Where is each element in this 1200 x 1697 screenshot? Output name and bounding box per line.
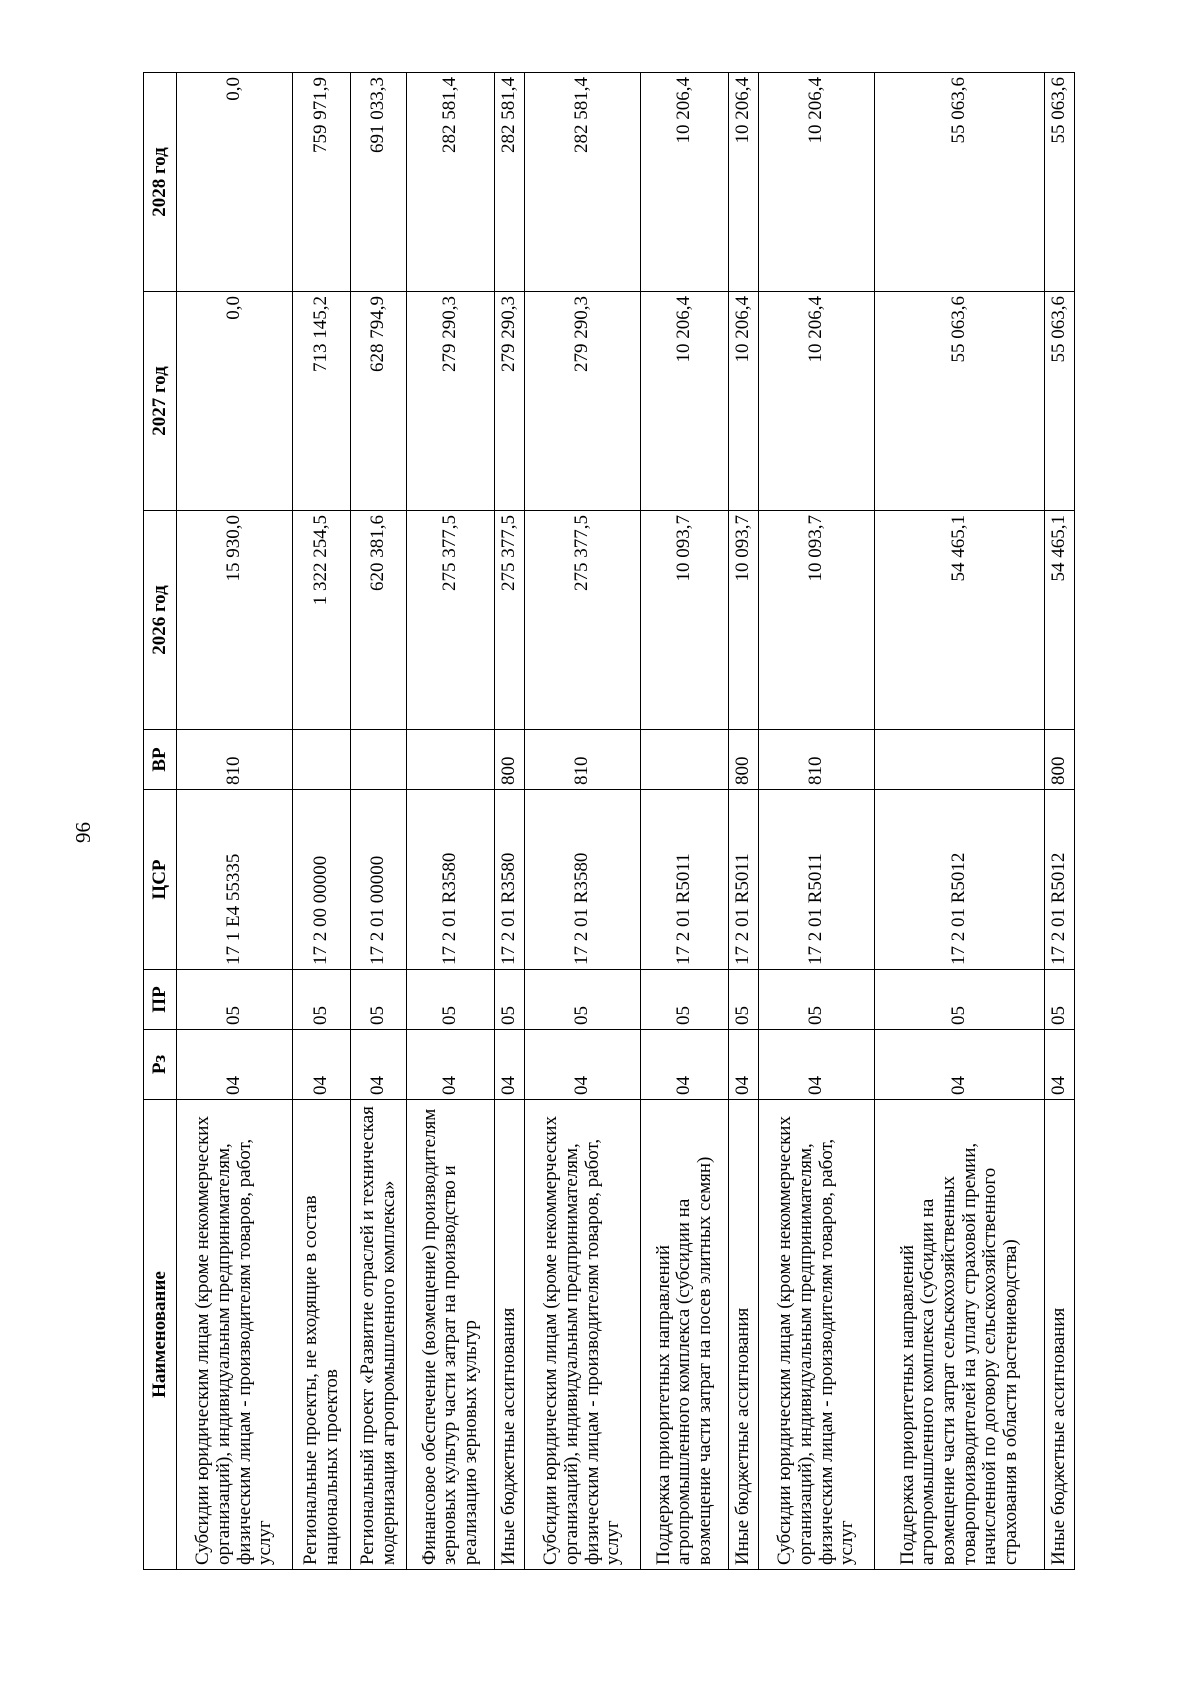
cell-2028: 691 033,3 <box>351 73 407 292</box>
table-row <box>495 73 525 1570</box>
cell-name: Иные бюджетные ассигнования <box>729 1100 759 1570</box>
cell-csr: 17 1 E4 55335 <box>177 790 293 970</box>
cell-vr <box>351 730 407 790</box>
header-pr: ПР <box>144 970 177 1030</box>
cell-pr: 05 <box>177 970 293 1030</box>
cell-2027: 279 290,3 <box>495 292 525 511</box>
cell-pr: 05 <box>875 970 1045 1030</box>
cell-name: Поддержка приоритетных направлений агропромышленного комплекса (субсидии на возмещение части затрат на посев элитных семян) <box>641 1100 729 1570</box>
cell-rz: 04 <box>729 1030 759 1100</box>
cell-2027: 10 206,4 <box>759 292 875 511</box>
table-row <box>875 73 1045 1570</box>
cell-2026: 54 465,1 <box>1045 511 1075 730</box>
cell-2027: 279 290,3 <box>525 292 641 511</box>
cell-2028: 282 581,4 <box>495 73 525 292</box>
table-row <box>177 73 293 1570</box>
cell-vr: 800 <box>1045 730 1075 790</box>
cell-csr: 17 2 01 R5012 <box>875 790 1045 970</box>
cell-vr <box>641 730 729 790</box>
cell-rz: 04 <box>759 1030 875 1100</box>
cell-pr: 05 <box>407 970 495 1030</box>
cell-name: Поддержка приоритетных направлений агропромышленного комплекса (субсидии на возмещение части затрат сельскохозяйственных товаропроизводителей на уплату страховой премии, начисленной по договору сельскохозяйственного страхования в области растениеводства) <box>875 1100 1045 1570</box>
cell-2028: 10 206,4 <box>729 73 759 292</box>
cell-pr: 05 <box>641 970 729 1030</box>
cell-2026: 15 930,0 <box>177 511 293 730</box>
cell-csr: 17 2 00 00000 <box>293 790 351 970</box>
header-csr: ЦСР <box>144 790 177 970</box>
cell-rz: 04 <box>495 1030 525 1100</box>
cell-2026: 54 465,1 <box>875 511 1045 730</box>
header-vr: ВР <box>144 730 177 790</box>
table-row <box>525 73 641 1570</box>
cell-vr: 800 <box>729 730 759 790</box>
cell-name: Иные бюджетные ассигнования <box>495 1100 525 1570</box>
cell-2028: 0,0 <box>177 73 293 292</box>
cell-pr: 05 <box>1045 970 1075 1030</box>
budget-table <box>143 72 1075 1570</box>
cell-vr <box>293 730 351 790</box>
page-number: 96 <box>71 822 95 843</box>
cell-pr: 05 <box>759 970 875 1030</box>
cell-vr: 810 <box>177 730 293 790</box>
table-row <box>641 73 729 1570</box>
cell-csr: 17 2 01 R5011 <box>729 790 759 970</box>
cell-pr: 05 <box>525 970 641 1030</box>
cell-2026: 10 093,7 <box>641 511 729 730</box>
cell-2027: 10 206,4 <box>729 292 759 511</box>
cell-2028: 55 063,6 <box>875 73 1045 292</box>
header-2028: 2028 год <box>144 73 177 292</box>
cell-name: Субсидии юридическим лицам (кроме некоммерческих организаций), индивидуальным предпринимателям, физическим лицам - производителям товаров, работ, услуг <box>759 1100 875 1570</box>
cell-2028: 282 581,4 <box>525 73 641 292</box>
cell-vr: 800 <box>495 730 525 790</box>
cell-vr: 810 <box>759 730 875 790</box>
cell-pr: 05 <box>495 970 525 1030</box>
cell-2026: 275 377,5 <box>495 511 525 730</box>
cell-rz: 04 <box>407 1030 495 1100</box>
header-2027: 2027 год <box>144 292 177 511</box>
cell-2026: 620 381,6 <box>351 511 407 730</box>
cell-2026: 1 322 254,5 <box>293 511 351 730</box>
cell-2027: 713 145,2 <box>293 292 351 511</box>
table-row <box>729 73 759 1570</box>
table-row <box>759 73 875 1570</box>
cell-2026: 275 377,5 <box>525 511 641 730</box>
table-row <box>351 73 407 1570</box>
cell-rz: 04 <box>641 1030 729 1100</box>
cell-csr: 17 2 01 R5012 <box>1045 790 1075 970</box>
table-header-row <box>144 73 177 1570</box>
cell-pr: 05 <box>351 970 407 1030</box>
header-name: Наименование <box>144 1100 177 1570</box>
cell-rz: 04 <box>177 1030 293 1100</box>
cell-2027: 628 794,9 <box>351 292 407 511</box>
cell-2028: 10 206,4 <box>759 73 875 292</box>
cell-vr <box>407 730 495 790</box>
cell-2026: 275 377,5 <box>407 511 495 730</box>
cell-vr <box>875 730 1045 790</box>
cell-2028: 759 971,9 <box>293 73 351 292</box>
cell-vr: 810 <box>525 730 641 790</box>
cell-pr: 05 <box>729 970 759 1030</box>
cell-rz: 04 <box>525 1030 641 1100</box>
cell-csr: 17 2 01 R5011 <box>759 790 875 970</box>
cell-rz: 04 <box>293 1030 351 1100</box>
cell-csr: 17 2 01 00000 <box>351 790 407 970</box>
cell-2028: 55 063,6 <box>1045 73 1075 292</box>
table-row <box>407 73 495 1570</box>
cell-rz: 04 <box>1045 1030 1075 1100</box>
cell-name: Субсидии юридическим лицам (кроме некоммерческих организаций), индивидуальным предпринимателям, физическим лицам - производителям товаров, работ, услуг <box>177 1100 293 1570</box>
cell-2027: 10 206,4 <box>641 292 729 511</box>
cell-2027: 0,0 <box>177 292 293 511</box>
budget-table-container <box>143 73 1070 1570</box>
cell-name: Финансовое обеспечение (возмещение) производителям зерновых культур части затрат на производство и реализацию зерновых культур <box>407 1100 495 1570</box>
cell-csr: 17 2 01 R5011 <box>641 790 729 970</box>
cell-name: Иные бюджетные ассигнования <box>1045 1100 1075 1570</box>
cell-2027: 55 063,6 <box>1045 292 1075 511</box>
header-2026: 2026 год <box>144 511 177 730</box>
cell-2026: 10 093,7 <box>759 511 875 730</box>
cell-rz: 04 <box>875 1030 1045 1100</box>
cell-csr: 17 2 01 R3580 <box>407 790 495 970</box>
cell-name: Субсидии юридическим лицам (кроме некоммерческих организаций), индивидуальным предпринимателям, физическим лицам - производителям товаров, работ, услуг <box>525 1100 641 1570</box>
cell-csr: 17 2 01 R3580 <box>525 790 641 970</box>
cell-name: Региональные проекты, не входящие в состав национальных проектов <box>293 1100 351 1570</box>
cell-pr: 05 <box>293 970 351 1030</box>
cell-csr: 17 2 01 R3580 <box>495 790 525 970</box>
cell-2028: 10 206,4 <box>641 73 729 292</box>
cell-rz: 04 <box>351 1030 407 1100</box>
table-row <box>293 73 351 1570</box>
table-row <box>1045 73 1075 1570</box>
header-rz: Рз <box>144 1030 177 1100</box>
cell-2026: 10 093,7 <box>729 511 759 730</box>
cell-2027: 279 290,3 <box>407 292 495 511</box>
cell-2028: 282 581,4 <box>407 73 495 292</box>
cell-name: Региональный проект «Развитие отраслей и техническая модернизация агропромышленного комплекса» <box>351 1100 407 1570</box>
cell-2027: 55 063,6 <box>875 292 1045 511</box>
